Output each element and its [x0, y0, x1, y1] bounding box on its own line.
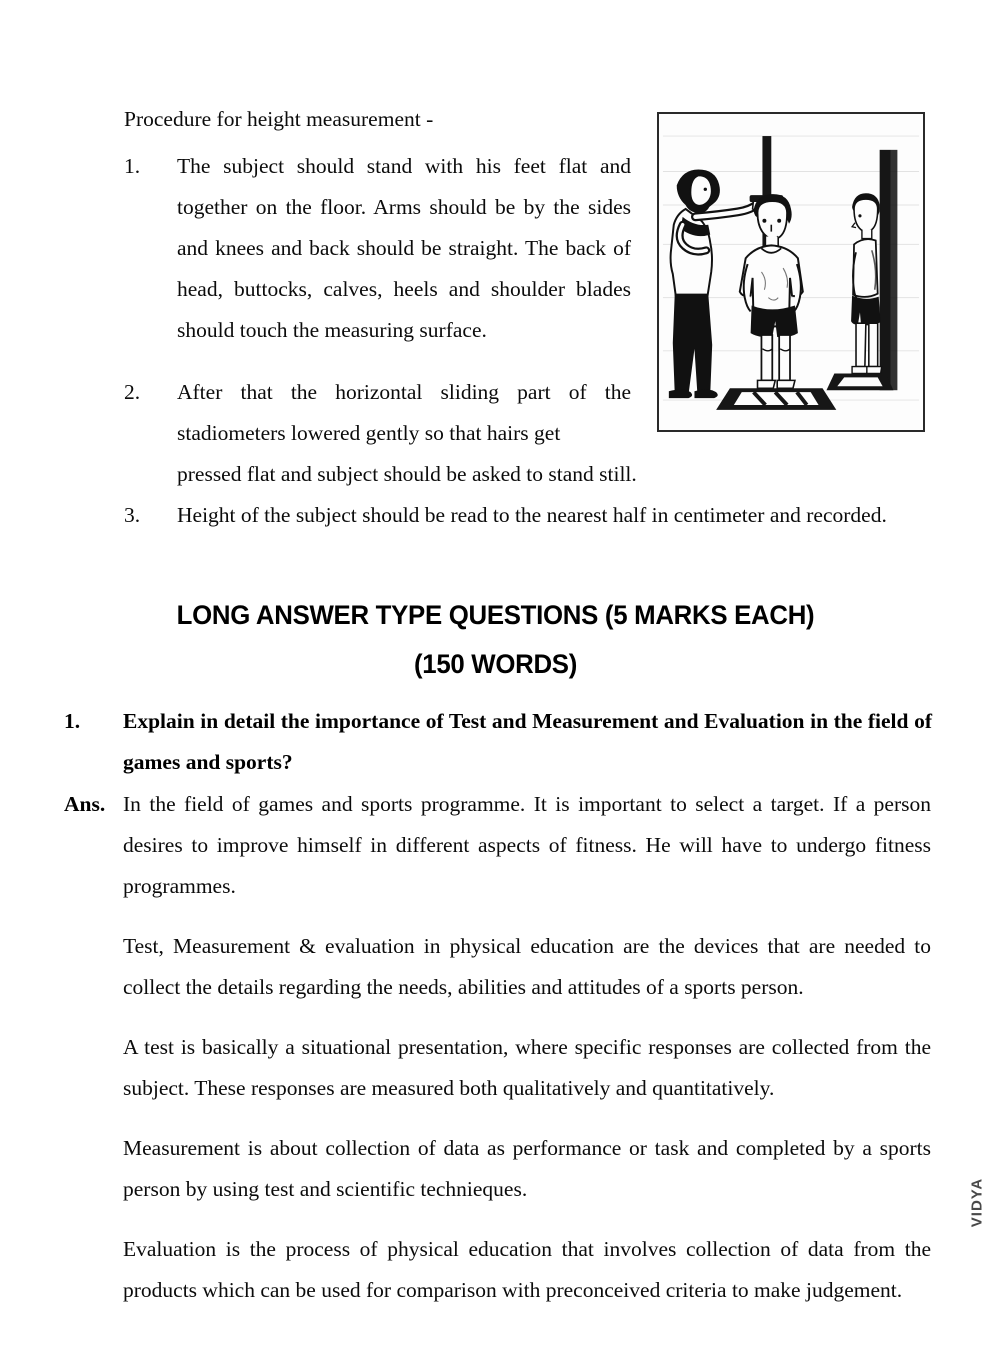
section-heading-word-limit: (150 WORDS) — [413, 649, 578, 679]
procedure-item-number: 2. — [124, 380, 141, 404]
procedure-list-item-2 — [124, 372, 631, 454]
answer-paragraph: In the field of games and sports programme. It is important to select a target. If a person desires to improve himself in different aspects of fitness. He will have to undergo fitness programmes. — [123, 792, 931, 898]
edge-watermark-text: VIDYA — [968, 1177, 986, 1228]
answer-paragraph: Test, Measurement & evaluation in physical education are the devices that are needed to collect the details regarding the needs, abilities and attitudes of a sports person. — [123, 934, 931, 999]
edge-watermark — [959, 1098, 991, 1313]
answer-1 — [64, 784, 932, 1311]
procedure-list-item-1 — [124, 146, 631, 351]
procedure-list-item-3 — [124, 495, 930, 536]
answer-paragraph: Measurement is about collection of data as performance or task and completed by a sports person by using test and scientific technieques. — [123, 1136, 931, 1201]
procedure-item-number: 3. — [124, 503, 141, 527]
answer-paragraph: A test is basically a situational presentation, where specific responses are collected from the subject. These responses are measured both qualitatively and quantitatively. — [123, 1035, 931, 1100]
procedure-item-text: The subject should stand with his feet flat and together on the floor. Arms should be by the sides and knees and back should be straight. The back of head, buttocks, calves, heels and shoulder blades should touch the measuring surface. — [177, 154, 631, 342]
height-measurement-illustration — [657, 112, 925, 432]
procedure-list-item-2-overflow-line: pressed flat and subject should be asked to stand still. — [177, 462, 637, 486]
procedure-item-text: Height of the subject should be read to the nearest half in centimeter and recorded. — [177, 503, 887, 527]
procedure-item-number: 1. — [124, 154, 141, 178]
question-text: Explain in detail the importance of Test and Measurement and Evaluation in the field of games and sports? — [123, 709, 932, 774]
answer-paragraph: Evaluation is the process of physical education that involves collection of data from the products which can be used for comparison with preconceived criteria to make judgement. — [123, 1237, 931, 1302]
procedure-lead-text: Procedure for height measurement - — [124, 107, 434, 131]
answer-label: Ans. — [64, 792, 106, 816]
procedure-item-text: After that the horizontal sliding part of the stadiometers lowered gently so that hairs get — [177, 380, 631, 445]
question-1 — [64, 701, 932, 783]
section-heading-long-answer: LONG ANSWER TYPE QUESTIONS (5 MARKS EACH) — [176, 600, 815, 630]
question-number: 1. — [64, 709, 81, 733]
